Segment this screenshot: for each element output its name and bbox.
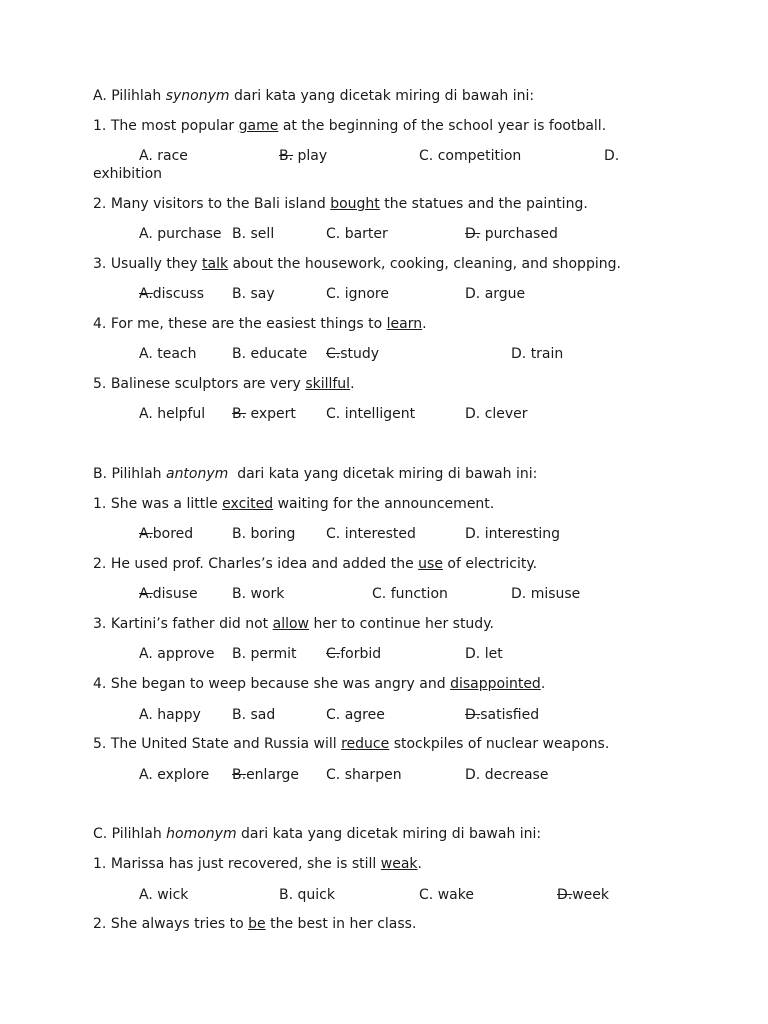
option-b2-c[interactable]: C. function	[372, 586, 448, 602]
option-a4-c[interactable]: C.study	[326, 346, 380, 362]
option-a1-c[interactable]: C. competition	[419, 148, 522, 164]
question-b4: 4. She began to weep because she was angry and disappointed.	[93, 676, 546, 692]
option-a2-a[interactable]: A. purchase	[139, 226, 222, 242]
option-b4-b[interactable]: B. sad	[232, 707, 276, 723]
question-b5: 5. The United State and Russia will reduce stockpiles of nuclear weapons.	[93, 736, 610, 752]
option-a5-d[interactable]: D. clever	[465, 406, 528, 422]
question-b1: 1. She was a little excited waiting for the announcement.	[93, 496, 495, 512]
option-b4-a[interactable]: A. happy	[139, 707, 201, 723]
option-a3-a[interactable]: A.discuss	[139, 286, 205, 302]
question-c2: 2. She always tries to be the best in her class.	[93, 916, 417, 932]
option-a2-c[interactable]: C. barter	[326, 226, 388, 242]
option-a2-d[interactable]: D. purchased	[465, 226, 558, 242]
option-b3-d[interactable]: D. let	[465, 646, 503, 662]
option-c1-d[interactable]: D.week	[557, 887, 610, 903]
option-b3-c[interactable]: C.forbid	[326, 646, 382, 662]
option-a5-a[interactable]: A. helpful	[139, 406, 206, 422]
option-a2-b[interactable]: B. sell	[232, 226, 275, 242]
option-a1-b[interactable]: B. play	[279, 148, 328, 164]
option-b5-c[interactable]: C. sharpen	[326, 767, 402, 783]
option-b5-b[interactable]: B.enlarge	[232, 767, 300, 783]
question-a1: 1. The most popular game at the beginning of the school year is football.	[93, 118, 607, 134]
option-c1-c[interactable]: C. wake	[419, 887, 474, 903]
option-b1-a[interactable]: A.bored	[139, 526, 194, 542]
option-c1-b[interactable]: B. quick	[279, 887, 335, 903]
option-b2-b[interactable]: B. work	[232, 586, 285, 602]
option-b4-c[interactable]: C. agree	[326, 707, 385, 723]
option-b5-a[interactable]: A. explore	[139, 767, 210, 783]
option-b1-b[interactable]: B. boring	[232, 526, 296, 542]
option-a1-d-text[interactable]: exhibition	[93, 166, 163, 182]
question-a3: 3. Usually they talk about the housework, cooking, cleaning, and shopping.	[93, 256, 621, 272]
option-b2-d[interactable]: D. misuse	[511, 586, 581, 602]
option-a5-b[interactable]: B. expert	[232, 406, 296, 422]
option-b5-d[interactable]: D. decrease	[465, 767, 549, 783]
section-a-heading: A. Pilihlah synonym dari kata yang dicetak miring di bawah ini:	[93, 88, 535, 104]
question-c1: 1. Marissa has just recovered, she is still weak.	[93, 856, 422, 872]
option-b1-d[interactable]: D. interesting	[465, 526, 561, 542]
option-a1-d-letter[interactable]: D.	[604, 148, 620, 164]
question-a2: 2. Many visitors to the Bali island bought the statues and the painting.	[93, 196, 588, 212]
option-b3-a[interactable]: A. approve	[139, 646, 215, 662]
section-c-heading: C. Pilihlah homonym dari kata yang dicetak miring di bawah ini:	[93, 826, 542, 842]
option-a1-a[interactable]: A. race	[139, 148, 188, 164]
option-a5-c[interactable]: C. intelligent	[326, 406, 416, 422]
option-b4-d[interactable]: D.satisfied	[465, 707, 540, 723]
option-a4-d[interactable]: D. train	[511, 346, 564, 362]
question-a4: 4. For me, these are the easiest things to learn.	[93, 316, 427, 332]
option-a4-b[interactable]: B. educate	[232, 346, 308, 362]
option-b2-a[interactable]: A.disuse	[139, 586, 198, 602]
option-a3-c[interactable]: C. ignore	[326, 286, 389, 302]
option-b3-b[interactable]: B. permit	[232, 646, 297, 662]
option-c1-a[interactable]: A. wick	[139, 887, 189, 903]
option-a3-d[interactable]: D. argue	[465, 286, 526, 302]
question-a5: 5. Balinese sculptors are very skillful.	[93, 376, 355, 392]
option-a4-a[interactable]: A. teach	[139, 346, 197, 362]
option-b1-c[interactable]: C. interested	[326, 526, 416, 542]
option-a3-b[interactable]: B. say	[232, 286, 275, 302]
question-b3: 3. Kartini’s father did not allow her to continue her study.	[93, 616, 494, 632]
section-b-heading: B. Pilihlah antonym dari kata yang dicetak miring di bawah ini:	[93, 466, 538, 482]
question-b2: 2. He used prof. Charles’s idea and added the use of electricity.	[93, 556, 538, 572]
